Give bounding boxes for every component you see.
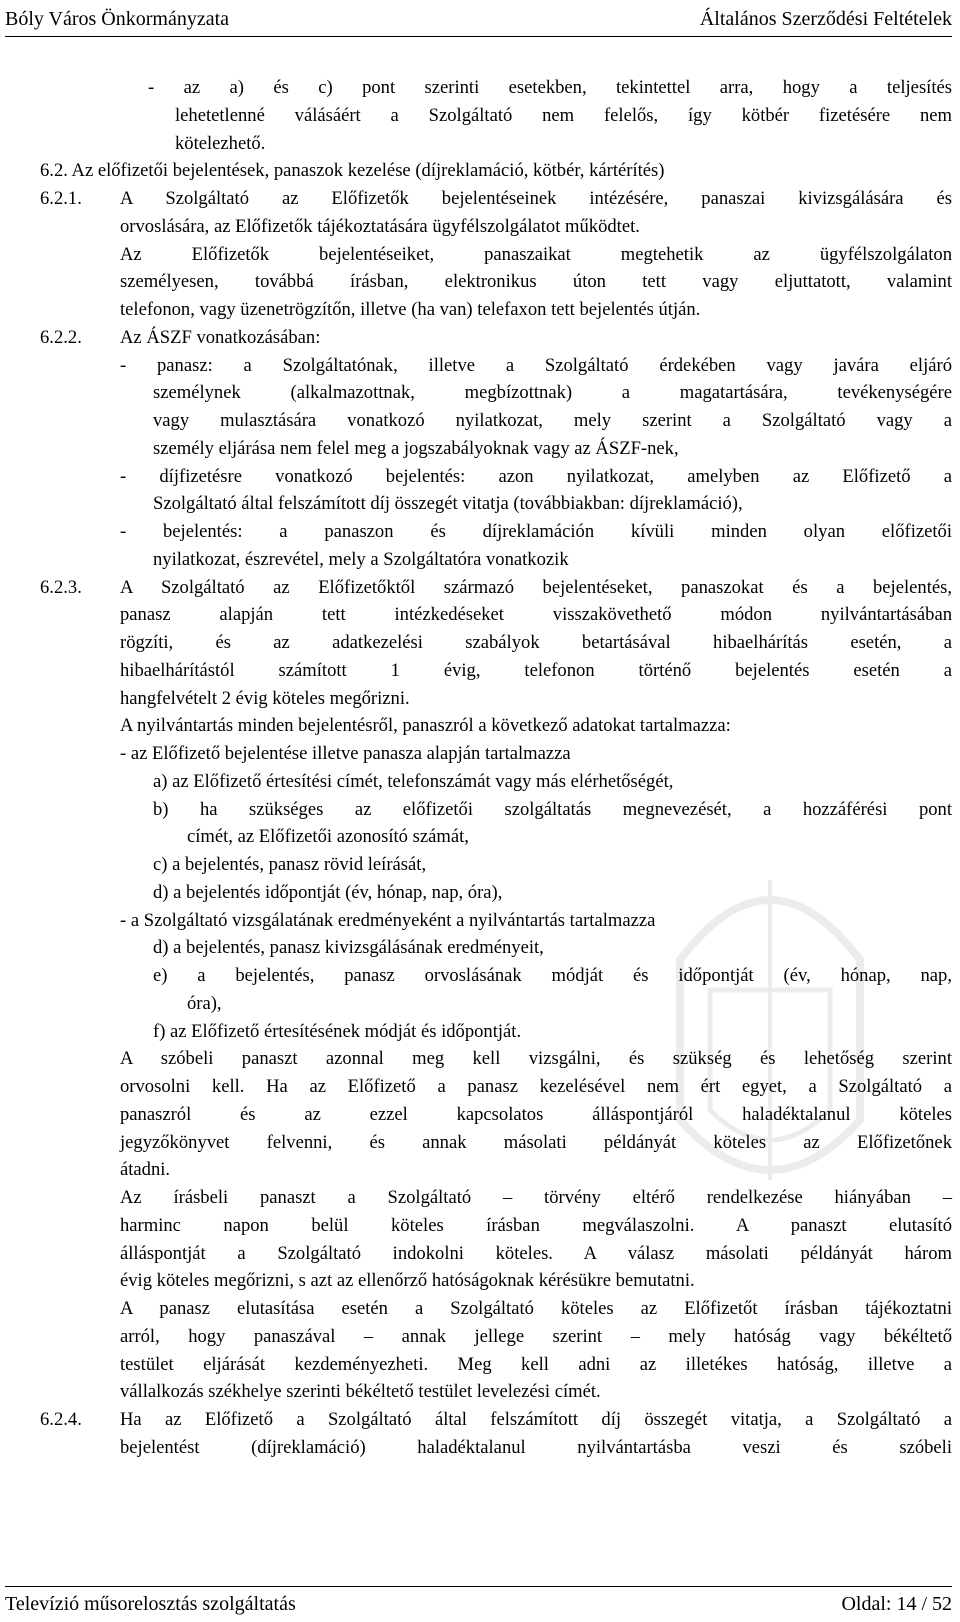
paragraph-line: A szóbeli panaszt azonnal meg kell vizsgálni, és szükség és lehetőség szerint <box>120 1048 952 1070</box>
paragraph-line: d) a bejelentés, panasz kivizsgálásának eredményeit, <box>153 937 544 959</box>
paragraph-line: címét, az Előfizetői azonosító számát, <box>187 826 469 848</box>
section-number: 6.2.4. <box>40 1409 82 1430</box>
section-number: 6.2.2. <box>40 326 82 348</box>
paragraph-line: álláspontját a Szolgáltató indokolni köteles. A válasz másolati példányát három <box>120 1242 952 1264</box>
paragraph-line: Szolgáltató által felszámított díj összegét vitatja (továbbiakban: díjreklamáció), <box>153 493 743 515</box>
paragraph-line: harminc napon belül köteles írásban megválaszolni. A panaszt elutasító <box>120 1214 952 1236</box>
paragraph-line: - díjfizetésre vonatkozó bejelentés: azon nyilatkozat, amelyben az Előfizető a <box>120 465 952 487</box>
paragraph-line: évig köteles megőrizni, s azt az ellenőrző hatóságoknak kérésükre bemutatni. <box>120 1270 695 1292</box>
paragraph-line: lehetetlenné válásáért a Szolgáltató nem felelős, így kötbér fizetésére nem <box>175 104 952 126</box>
section-number: 6.2.3. <box>40 576 82 598</box>
page-footer <box>5 1586 952 1621</box>
paragraph-line: hangfelvételt 2 évig köteles megőrizni. <box>120 687 410 709</box>
paragraph-line: telefonon, vagy üzenetrögzítőn, illetve (ha van) telefaxon tett bejelentés útján. <box>120 299 701 320</box>
paragraph-line: jegyzőkönyvet felvenni, és annak másolati példányát köteles az Előfizetőnek <box>120 1131 952 1153</box>
header-municipality: Bóly Város Önkormányzata <box>5 8 230 30</box>
paragraph-line: arról, hogy panaszával – annak jellege szerint – mely hatóság vagy békéltető <box>120 1325 952 1347</box>
paragraph-line: óra), <box>187 992 222 1014</box>
paragraph-line: f) az Előfizető értesítésének módját és időpontját. <box>153 1020 522 1042</box>
paragraph-line: orvosolni kell. Ha az Előfizető a panasz kezelésével nem ért egyet, a Szolgáltató a <box>120 1076 952 1097</box>
paragraph-line: vállalkozás székhelye szerinti békéltető testület levelezési címét. <box>120 1381 601 1403</box>
paragraph-line: b) ha szükséges az előfizetői szolgáltatás megnevezését, a hozzáférési pont <box>153 798 952 820</box>
section-number: 6.2.1. <box>40 188 82 209</box>
paragraph-line: A Szolgáltató az Előfizetők bejelentéseinek intézésére, panaszai kivizsgálására és <box>120 188 952 209</box>
footer-service-name: Televízió műsorelosztás szolgáltatás <box>5 1593 296 1615</box>
paragraph-line: a) az Előfizető értesítési címét, telefonszámát vagy más elérhetőségét, <box>153 770 674 792</box>
paragraph-line: c) a bejelentés, panasz rövid leírását, <box>153 854 427 875</box>
paragraph-line: 6.2. Az előfizetői bejelentések, panaszok kezelése (díjreklamáció, kötbér, kártérítés) <box>40 160 665 182</box>
footer-page-number: Oldal: 14 / 52 <box>841 1593 952 1615</box>
paragraph-line: személy eljárása nem felel meg a jogszabályoknak vagy az ÁSZF-nek, <box>153 437 679 459</box>
paragraph-line: testület eljárását kezdeményezheti. Meg kell adni az illetékes hatóság, illetve a <box>120 1353 952 1375</box>
paragraph-line: személyesen, továbbá írásban, elektronikus úton tett vagy eljuttatott, valamint <box>120 271 952 293</box>
paragraph-line: e) a bejelentés, panasz orvoslásának módját és időpontját (év, hónap, nap, <box>153 965 952 986</box>
paragraph-line: A Szolgáltató az Előfizetőktől származó bejelentéseket, panaszokat és a bejelentés, <box>120 576 952 598</box>
paragraph-line: - az a) és c) pont szerinti esetekben, tekintettel arra, hogy a teljesítés <box>148 77 952 98</box>
paragraph-line: Az írásbeli panaszt a Szolgáltató – törvény eltérő rendelkezése hiányában – <box>120 1187 952 1208</box>
paragraph-line: Az ÁSZF vonatkozásában: <box>120 326 321 348</box>
paragraph-line: - bejelentés: a panaszon és díjreklamáción kívüli minden olyan előfizetői <box>120 521 952 542</box>
paragraph-line: panasz alapján tett intézkedéseket visszakövethető módon nyilvántartásában <box>120 604 952 626</box>
paragraph-line: - panasz: a Szolgáltatónak, illetve a Szolgáltató érdekében vagy javára eljáró <box>120 354 952 376</box>
paragraph-line: bejelentést (díjreklamáció) haladéktalanul nyilvántartásba veszi és szóbeli <box>120 1436 952 1458</box>
header-document-title: Általános Szerződési Feltételek <box>699 8 952 30</box>
paragraph-line: - a Szolgáltató vizsgálatának eredményeként a nyilvántartás tartalmazza <box>120 909 656 931</box>
paragraph-line: vagy mulasztására vonatkozó nyilatkozat, mely szerint a Szolgáltató vagy a <box>153 410 952 431</box>
paragraph-line: Az Előfizetők bejelentéseiket, panaszaikat megtehetik az ügyfélszolgálaton <box>120 243 952 265</box>
paragraph-line: d) a bejelentés időpontját (év, hónap, nap, óra), <box>153 881 503 903</box>
paragraph-line: A nyilvántartás minden bejelentésről, panaszról a következő adatokat tartalmazza: <box>120 715 731 737</box>
paragraph-line: nyilatkozat, észrevétel, mely a Szolgáltatóra vonatkozik <box>153 548 569 570</box>
paragraph-line: átadni. <box>120 1159 171 1181</box>
paragraph-line: Ha az Előfizető a Szolgáltató által felszámított díj összegét vitatja, a Szolgáltató a <box>120 1409 952 1430</box>
paragraph-line: panaszról és az ezzel kapcsolatos álláspontjáról haladéktalanul köteles <box>120 1103 952 1125</box>
paragraph-line: orvoslására, az Előfizetők tájékoztatására ügyfélszolgálatot működtet. <box>120 215 640 237</box>
paragraph-line: személynek (alkalmazottnak, megbízottnak) a magatartására, tevékenységére <box>153 382 952 404</box>
paragraph-line: kötelezhető. <box>175 132 266 154</box>
paragraph-line: rögzíti, és az adatkezelési szabályok betartásával hibaelhárítás esetén, a <box>120 632 952 653</box>
paragraph-line: A panasz elutasítása esetén a Szolgáltató köteles az Előfizetőt írásban tájékoztatni <box>120 1298 952 1319</box>
paragraph-line: hibaelhárítástól számított 1 évig, telefonon történő bejelentés esetén a <box>120 659 952 681</box>
paragraph-line: - az Előfizető bejelentése illetve panasza alapján tartalmazza <box>120 743 571 764</box>
